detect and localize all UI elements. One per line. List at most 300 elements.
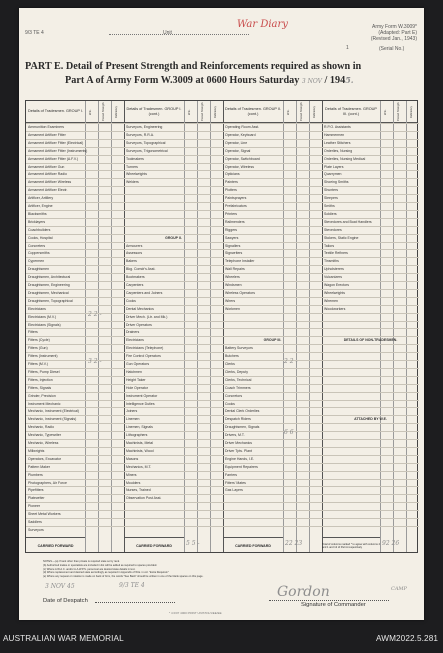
table-row (124, 226, 223, 234)
form-adapted: (Adapted: Part E) (378, 30, 417, 36)
date-of-despatch-label: Date of Despatch (43, 598, 88, 604)
part-label: PART E. (25, 61, 64, 72)
narrow-column-header: Posted Strength (397, 102, 400, 122)
table-row (124, 431, 223, 439)
table-row (124, 479, 223, 487)
trade-label: Millwrights (28, 448, 45, 453)
trade-label: Farriers (225, 472, 238, 477)
date-written: 3 NOV 45 (45, 583, 75, 590)
table-row (322, 486, 419, 494)
narrow-column-header: Deficiency (313, 106, 316, 118)
table-row (124, 123, 223, 131)
trade-label: Signwriters (225, 251, 243, 256)
table-row (26, 439, 124, 447)
trade-label: Clerks, Technical (225, 377, 252, 382)
trade-label: Height Taker (126, 377, 146, 382)
table-row (124, 407, 223, 415)
strength-table (25, 100, 418, 553)
trade-label: Operator, Switchboard (225, 156, 260, 161)
table-row (223, 147, 322, 155)
carried-forward-row: Total of columns marked * to agree with columns 4 and 1 and 12 of Part A respectively (322, 537, 380, 554)
trade-label: Ammunition Examiners (28, 125, 64, 129)
table-row (322, 210, 419, 218)
trade-label: Driver Operators (126, 322, 152, 327)
table-row (26, 155, 124, 163)
table-row (322, 439, 419, 447)
trade-label: Bootmakers (126, 275, 145, 280)
table-row (124, 510, 223, 518)
trade-label: Surveyors, Trigonometrical (126, 148, 168, 153)
trade-label: Armament Artificer Electr. (28, 188, 68, 193)
trade-label: Butchers (225, 354, 239, 359)
trade-label: Operator, Keyboard (225, 132, 256, 137)
narrow-column-header: Posted Strength (201, 102, 204, 122)
table-row (26, 400, 124, 408)
table-row (26, 352, 124, 360)
table-row (26, 455, 124, 463)
table-row (223, 368, 322, 376)
narrow-column-header: W.E. (89, 109, 92, 115)
table-row (26, 310, 124, 321)
table-row (322, 163, 419, 171)
table-row (223, 510, 322, 518)
table-row (322, 526, 419, 534)
table-row (223, 234, 322, 242)
trade-label: R.P.O. Assistants (324, 125, 351, 129)
table-row (223, 163, 322, 171)
table-row (26, 257, 124, 265)
table-row (223, 242, 322, 250)
trade-label: Stevedores (324, 227, 342, 232)
table-row (223, 131, 322, 139)
trade-label: GROUP III. (263, 338, 282, 343)
trade-label: Battery Surveyors (225, 346, 253, 351)
table-row (223, 439, 322, 447)
trade-label: Armament Artificer Fitter (A.F.V.) (28, 156, 79, 161)
table-row (124, 163, 223, 171)
trade-label: Grinder, Precision (28, 393, 56, 398)
table-row (124, 218, 223, 226)
trade-label: Mechanic, Typewriter (28, 433, 62, 438)
table-row (223, 170, 322, 178)
trade-label: Fitters, Signals (28, 385, 52, 390)
trade-label: Welders (126, 180, 139, 185)
table-row (124, 518, 223, 526)
trade-label: Clerks, Deputy (225, 369, 248, 374)
trade-label: Wheelers (225, 275, 240, 280)
trade-label: Cooks, Hospital (28, 235, 53, 240)
trade-label: Windsmen (225, 283, 242, 287)
table-row (223, 407, 322, 415)
table-row (322, 494, 419, 502)
table-row (124, 257, 223, 265)
table-row (223, 328, 322, 336)
table-row (26, 518, 124, 526)
form-sheet (19, 8, 424, 620)
table-row (322, 194, 419, 202)
trade-label: Armament Artificer Wireless (28, 180, 72, 185)
trade-label: Draughtsmen (28, 267, 50, 272)
trade-label: Despatch Riders (225, 417, 251, 422)
trade-label: Cypermen (28, 259, 45, 264)
table-row (124, 273, 223, 281)
pencil-mark: 2 2 - (284, 358, 298, 365)
table-row (322, 479, 419, 487)
trade-label: Soldiers (324, 211, 337, 216)
table-row (223, 471, 322, 479)
trade-label: Surveyors (28, 527, 44, 532)
table-row (124, 376, 223, 384)
trade-label: Prefabricators (225, 204, 247, 208)
table-row (322, 360, 419, 368)
trade-label: Linemen, Signals (126, 425, 153, 430)
trade-label: Fitters (Instrument) (28, 354, 58, 359)
table-row (223, 455, 322, 463)
trade-label: Clerks (225, 362, 235, 366)
footer-stamp: 9/3 TE 4 (119, 582, 145, 589)
table-row (124, 139, 223, 147)
trade-label: Toolmakers (126, 156, 144, 161)
table-row (26, 139, 124, 147)
table-row (124, 281, 223, 289)
narrow-column-header: W.E. (384, 109, 387, 115)
table-row (26, 447, 124, 455)
trade-label: Wiremen (324, 298, 339, 303)
trade-label: Engine Hands, I.E. (225, 456, 255, 461)
table-row (26, 360, 124, 368)
trade-label: Turners (126, 164, 138, 169)
table-row (26, 226, 124, 234)
date-stamp: 9/3 TE 4 (25, 30, 44, 36)
table-row (223, 178, 322, 186)
table-row (223, 502, 322, 510)
trade-label: Smiths (324, 204, 335, 208)
table-row (223, 415, 322, 423)
table-row (223, 313, 322, 321)
trade-label: Mechanic, Wireless (28, 441, 59, 445)
table-row (26, 265, 124, 273)
table-row (322, 392, 419, 400)
trade-label: Armament Artificer Fitter (28, 132, 66, 137)
table-row (124, 360, 223, 368)
trade-label: Artificer, Artillery (28, 196, 54, 201)
narrow-column-header: Deficiency (214, 106, 217, 118)
table-row (26, 392, 124, 400)
handwritten-date: 3 NOV (301, 77, 322, 85)
table-row (322, 407, 419, 415)
table-row (223, 305, 322, 313)
table-row (322, 305, 419, 313)
table-row (223, 526, 322, 534)
trade-label: Miners (126, 472, 137, 477)
trade-label: Hole Operator (126, 385, 148, 390)
camp-stamp: CAMP (391, 586, 407, 592)
trade-label: Mechanics, M.T. (126, 464, 152, 469)
trade-label: Operator, Wireless (225, 164, 254, 169)
table-row (322, 289, 419, 297)
table-row (26, 163, 124, 171)
table-row (322, 510, 419, 518)
trade-label: Bkg. Comdr's Asst. (126, 267, 156, 272)
table-row (322, 518, 419, 526)
table-row (124, 147, 223, 155)
trade-label: Pipefitters (28, 488, 44, 493)
table-row (223, 297, 322, 305)
table-row (26, 281, 124, 289)
trade-label: Fitters (28, 330, 38, 335)
table-row (223, 273, 322, 281)
table-row (26, 471, 124, 479)
table-row (26, 415, 124, 423)
table-row (26, 502, 124, 510)
table-row (223, 423, 322, 431)
table-row (223, 265, 322, 273)
table-row (223, 336, 322, 344)
table-row (223, 218, 322, 226)
trade-label: Wheelwrights (324, 290, 346, 295)
table-row (322, 471, 419, 479)
table-row (223, 479, 322, 487)
table-row (223, 344, 322, 352)
trade-label: Operator, Signal (225, 148, 251, 153)
trade-label: Surveyors, R.R.A. (126, 132, 155, 137)
trade-label: Armourers (126, 243, 143, 248)
table-row (124, 265, 223, 273)
table-row (124, 455, 223, 463)
trade-label: Intelligence Duties (126, 401, 155, 406)
table-row (322, 431, 419, 439)
table-row (124, 234, 223, 242)
table-row (124, 194, 223, 202)
trade-label: Fire Control Operators (126, 354, 161, 359)
trade-label: Dental Clerk Orderlies (225, 409, 260, 414)
table-row (124, 447, 223, 455)
table-row (322, 336, 419, 344)
table-row (322, 234, 419, 242)
table-row (322, 123, 419, 131)
table-row (26, 131, 124, 139)
trade-label: Mechanic, Radio (28, 425, 55, 430)
narrow-column-header: Deficiency (410, 106, 413, 118)
trade-label: Moulders (126, 480, 141, 485)
trade-label: Fitters, Injection (28, 377, 53, 382)
table-row (26, 249, 124, 257)
table-row (124, 186, 223, 194)
table-row (322, 186, 419, 194)
trade-label: Pioneer (28, 504, 41, 509)
trade-label: Saddlers (28, 520, 42, 524)
table-row (124, 415, 223, 423)
narrow-column-header: Posted Strength (300, 102, 303, 122)
trade-label: Sheet Metal Workers (28, 512, 61, 517)
table-row (322, 273, 419, 281)
table-row (322, 242, 419, 250)
table-row (26, 431, 124, 439)
column-header: Details of Tradesmen. GROUP III. (cont.) (325, 107, 377, 116)
trade-label: Tailors (324, 243, 335, 248)
table-row (26, 423, 124, 431)
trade-label: Plotters (225, 188, 237, 193)
table-row (124, 392, 223, 400)
table-row (26, 321, 124, 329)
table-row (322, 455, 419, 463)
trade-label: Draughtsmen, Signals (225, 425, 260, 430)
table-row (26, 526, 124, 534)
trade-label: Equipment Repairers (225, 464, 258, 469)
table-row (223, 392, 322, 400)
table-row (26, 123, 124, 131)
table-row (322, 423, 419, 431)
trade-label: Sawyers (225, 235, 239, 240)
trade-label: Leather Stitchers (324, 140, 351, 145)
table-row (322, 202, 419, 210)
table-row (26, 186, 124, 194)
notes: NOTES.—(a) If rank other than private is required state so by rank. (b) Authorized trades or specialists are included in list will be added as required to spaces provided. (c) Where A.W.A.C. and/or A.A.W.P.S. personnel are desired state details in text. (d) Where replacement and desired state accordingly as required in Appendix of W.E. in col. "Extra Required." (e) Where any request or notation is made on back of form, the words "See Back" should be written in one of the blank spaces on this page. (43, 560, 204, 579)
table-row (26, 297, 124, 305)
table-row (124, 368, 223, 376)
table-row (322, 313, 419, 321)
table-row (26, 486, 124, 494)
trade-label: Electricians (126, 338, 144, 343)
column-header: Details of Tradesmen. GROUP II. (cont.) (224, 107, 282, 116)
trade-label: Upholsterers (324, 267, 344, 272)
signature-label: Signature of Commander (301, 602, 366, 608)
trade-label: Machinists, Metal (126, 441, 154, 445)
trade-label: Platewriter (28, 496, 45, 501)
trade-label: Concretors (225, 393, 243, 398)
table-row (223, 186, 322, 194)
table-row (124, 313, 223, 321)
trade-label: Draughtsmen, Mechanical (28, 290, 69, 295)
trade-label: Fitters (Cycle) (28, 338, 50, 343)
table-row (124, 494, 223, 502)
trade-label: Pattern Maker (28, 464, 50, 469)
table-row (26, 210, 124, 218)
trade-label: Gun Operators (126, 362, 150, 366)
trade-label: Operators, Excavator (28, 456, 62, 461)
signature-image: Gordon (277, 584, 330, 600)
trade-label: Paintsprayers (225, 196, 247, 201)
table-row (26, 510, 124, 518)
table-row (322, 400, 419, 408)
table-row (26, 242, 124, 250)
table-row (124, 210, 223, 218)
trade-label: Coach Trimmers (225, 385, 251, 390)
table-row (26, 218, 124, 226)
trade-label: Fitters' Mates (225, 480, 246, 485)
table-row (124, 384, 223, 392)
table-row (124, 328, 223, 336)
trade-label: DETAILS OF NON-TRADESMEN. (343, 338, 398, 343)
trade-label: Stevedores and Boat Handlers (324, 219, 372, 224)
trade-label: Riggers (225, 227, 238, 232)
table-row (26, 273, 124, 281)
table-row (124, 297, 223, 305)
trade-label: Driver Tpts. Plant (225, 448, 252, 453)
pencil-mark: 2 2 - (88, 310, 102, 318)
trade-label: Fitters, Pump Diesel (28, 369, 60, 374)
trade-label: ATTACHED BY W.E. (354, 417, 387, 422)
unit-line (109, 34, 249, 35)
table-row (124, 131, 223, 139)
table-row (322, 384, 419, 392)
serial-label: (Serial No.) (379, 46, 405, 52)
print-line: * 4 0/07 4000 PRINT UNIT/6/1/1/EE/EE (169, 611, 222, 615)
table-row (223, 155, 322, 163)
trade-label: Plate Layers (324, 164, 344, 169)
trade-label: Dental Mechanics (126, 306, 154, 311)
table-row (322, 147, 419, 155)
table-row (322, 321, 419, 329)
unit-label: Unit (163, 30, 172, 36)
trade-label: Drainers (126, 330, 140, 335)
table-row (322, 297, 419, 305)
table-row (223, 447, 322, 455)
trade-label: Wirers (225, 298, 236, 303)
table-row (124, 439, 223, 447)
table-row (223, 360, 322, 368)
table-row (223, 384, 322, 392)
table-row (322, 265, 419, 273)
trade-label: Wireless Operators (225, 290, 255, 295)
trade-label: Joiners (126, 409, 138, 414)
pencil-mark: 6 6 - (284, 429, 298, 437)
pencil-mark: 3 2 - (88, 358, 102, 365)
trade-label: Gas Layers (225, 488, 243, 493)
table-row (223, 226, 322, 234)
trade-label: Cooks (225, 401, 235, 406)
table-row (26, 376, 124, 384)
trade-label: Driver Mechanics (225, 441, 253, 445)
narrow-column-header: W.E. (287, 109, 290, 115)
table-row (223, 210, 322, 218)
table-row (322, 226, 419, 234)
trade-label: Concreters (28, 243, 46, 248)
trade-label: Armament Artificer Fitter (Electrical) (28, 140, 84, 145)
table-row (223, 376, 322, 384)
trade-label: Instrument Mechanic (28, 401, 61, 406)
table-row (26, 147, 124, 155)
pencil-mark: 5 5 - (186, 540, 200, 547)
table-row (223, 486, 322, 494)
trade-label: Railmenders (225, 219, 245, 224)
table-row (322, 170, 419, 178)
table-row (124, 463, 223, 471)
trade-label: Linemen (126, 417, 140, 422)
column-header: Details of Tradesmen. GROUP I. (27, 109, 83, 114)
table-row (124, 344, 223, 352)
trade-label: Textile Refiners (324, 251, 348, 256)
table-row (26, 368, 124, 376)
table-row (26, 178, 124, 186)
table-row (223, 139, 322, 147)
trade-label: Photographers, Air Force (28, 480, 67, 485)
trade-label: Opticians (225, 172, 240, 177)
trade-label: Electricians (Telephone) (126, 346, 164, 351)
table-row (26, 328, 124, 336)
trade-label: Surveyors, Engineering (126, 125, 163, 129)
table-row (322, 368, 419, 376)
trade-label: Coachbuilders (28, 227, 51, 232)
table-row (124, 155, 223, 163)
table-row (124, 202, 223, 210)
carried-forward-row: CARRIED FORWARD (124, 537, 184, 554)
table-row (26, 463, 124, 471)
table-row (124, 400, 223, 408)
table-row (124, 471, 223, 479)
trade-label: Electricians (M.V.) (28, 314, 57, 319)
trade-label: Draughtsmen, Architectural (28, 275, 71, 280)
